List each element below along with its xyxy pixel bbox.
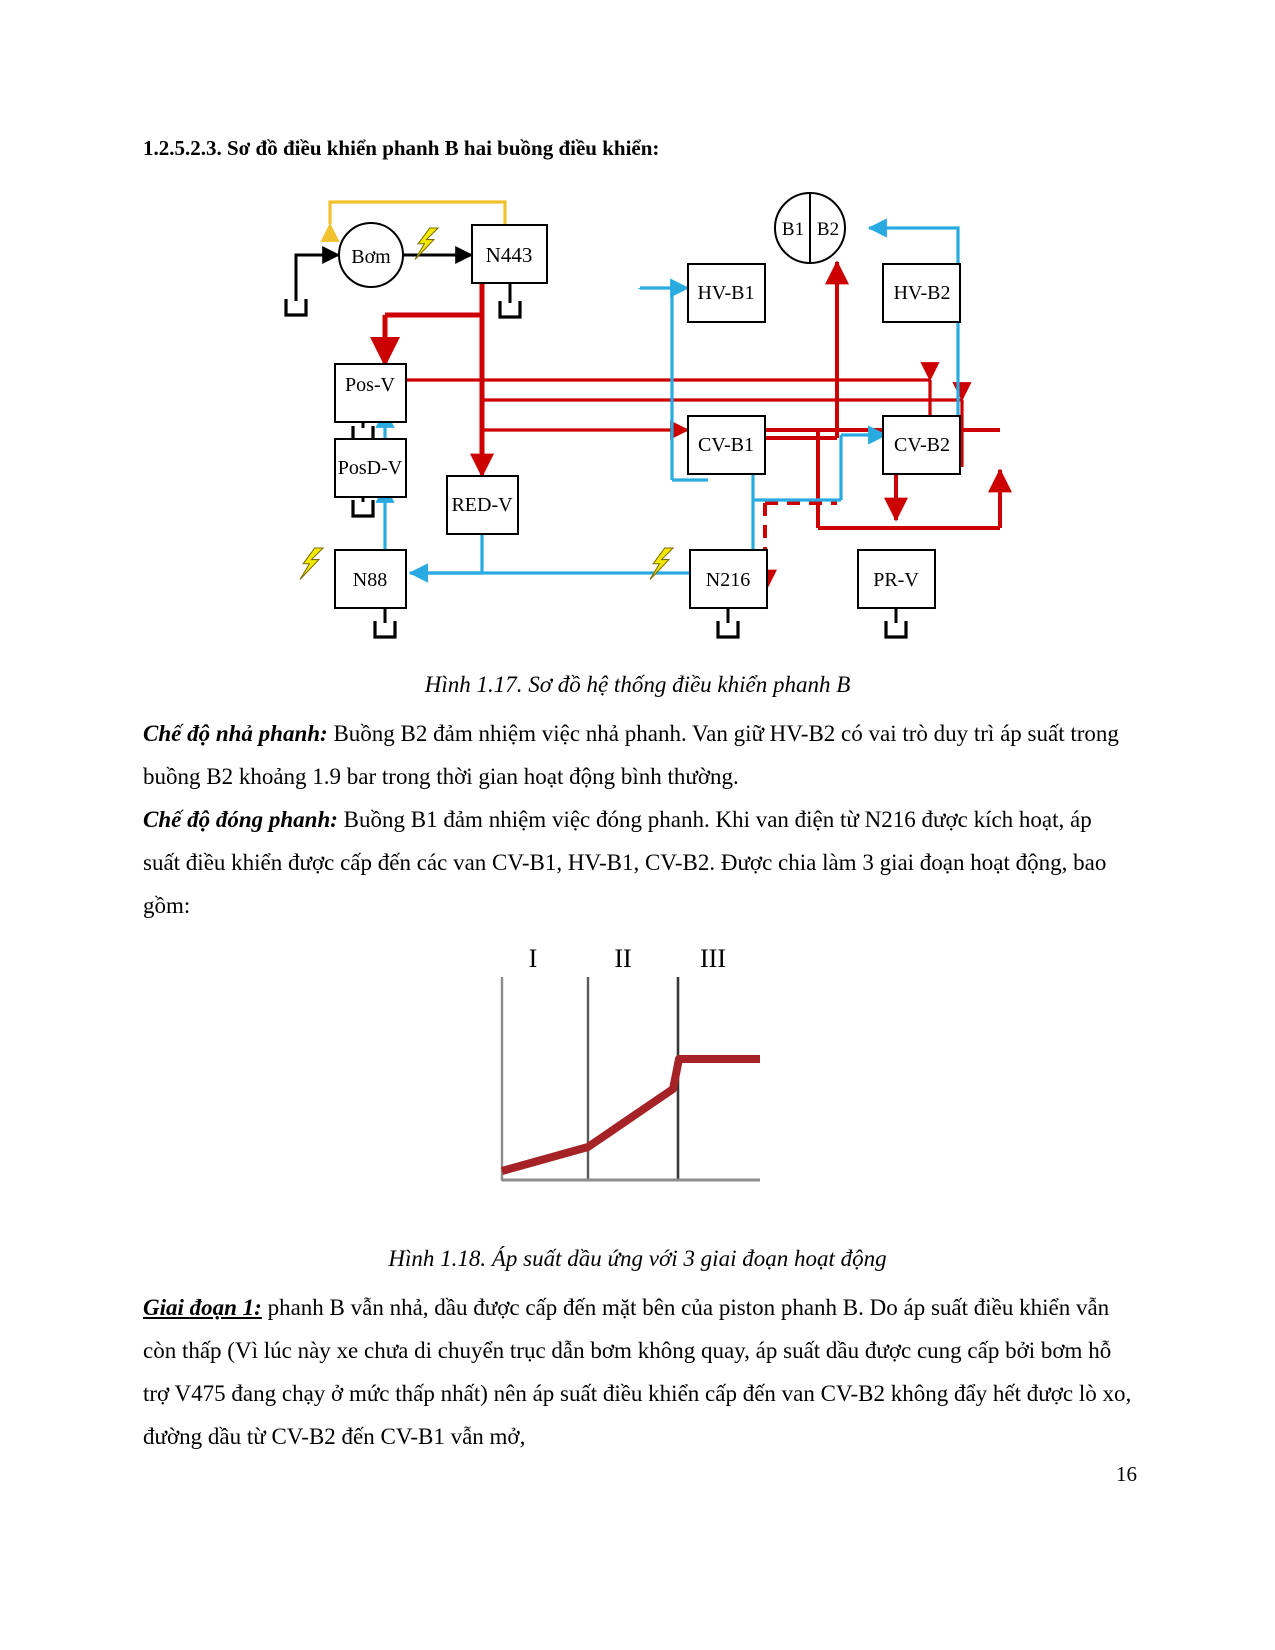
paragraph-release-mode-label: Chế độ nhả phanh: [143,721,328,746]
svg-text:N216: N216 [705,569,751,591]
paragraph-stage-1-label: Giai đoạn 1: [143,1295,262,1320]
paragraph-release-mode [143,712,1133,798]
figure-1-17-caption: Hình 1.17. Sơ đồ hệ thống điều khiển phanh B [424,672,851,697]
svg-text:B1: B1 [781,219,805,240]
svg-text:CV-B2: CV-B2 [894,434,950,456]
paragraph-release-mode-text: Buồng B2 đảm nhiệm việc nhả phanh. Van giữ HV-B2 có vai trò duy trì áp suất trong buồng B2 khoảng 1.9 bar trong thời gian hoạt động bình thường. [143,721,1119,789]
svg-text:PR-V: PR-V [873,569,919,591]
svg-text:HV-B2: HV-B2 [893,282,951,304]
chart-region-label-3: III [700,944,726,973]
figure-1-18-caption: Hình 1.18. Áp suất dầu ứng với 3 giai đoạn hoạt động [388,1246,887,1271]
paragraph-apply-mode [143,798,1133,927]
page-number: 16 [1116,1462,1137,1486]
svg-text:N88: N88 [352,569,388,591]
paragraph-apply-mode-text: Buồng B1 đảm nhiệm việc đóng phanh. Khi van điện từ N216 được kích hoạt, áp suất điều khiển được cấp đến các van CV-B1, HV-B1, CV-B2. Được chia làm 3 giai đoạn hoạt động, bao gồm: [143,807,1107,918]
svg-text:Bơm: Bơm [351,246,391,268]
chart-region-label-1: I [528,944,538,973]
paragraph-apply-mode-label: Chế độ đóng phanh: [143,807,338,832]
svg-text:RED-V: RED-V [451,494,513,516]
svg-text:Pos-V: Pos-V [344,374,396,396]
chart-region-label-2: II [614,944,632,973]
paragraph-stage-1 [143,1286,1133,1458]
svg-text:B2: B2 [816,219,840,240]
paragraph-stage-1-text: phanh B vẫn nhả, dầu được cấp đến mặt bên của piston phanh B. Do áp suất điều khiển vẫn còn thấp (Vì lúc này xe chưa di chuyển trục dẫn bơm không quay, áp suất dầu được cung cấp bởi bơm hỗ trợ V475 đang chạy ở mức thấp nhất) nên áp suất điều khiển cấp đến van CV-B2 không đẩy hết được lò xo, đường dầu từ CV-B2 đến CV-B1 vẫn mở, [143,1295,1132,1449]
svg-text:CV-B1: CV-B1 [698,434,754,456]
section-heading: 1.2.5.2.3. Sơ đồ điều khiển phanh B hai buồng điều khiển: [143,136,660,160]
figure-1-17-diagram [0,180,1275,660]
svg-text:PosD-V: PosD-V [337,457,403,479]
svg-text:HV-B1: HV-B1 [697,282,755,304]
svg-text:N443: N443 [485,243,533,267]
figure-1-18-chart [430,935,830,1205]
